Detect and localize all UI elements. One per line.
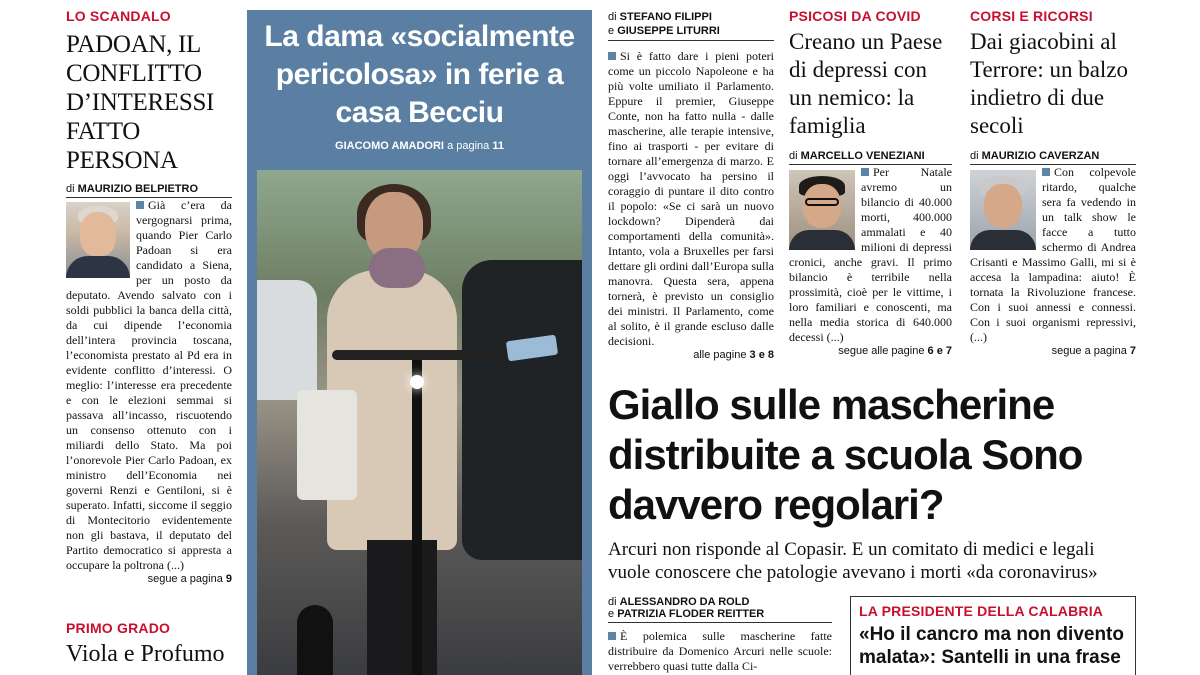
paragraph-marker-icon: [136, 201, 144, 209]
byline-prefix: e: [608, 608, 615, 620]
article-title[interactable]: Viola e Profumo: [66, 641, 225, 667]
main-story: [608, 380, 1138, 584]
article-body: Per Natale avremo un bilancio di 40.000 morti, 400.000 ammalati e 40 milioni di depressi cronici, anche gravi. Il primo bilancio è terribile nella prossimità, cioè per le vittime, i loro familiari e conoscenti, ma nella media storica di 640.000 decessi (...): [789, 165, 952, 344]
continuation-page: 7: [1129, 345, 1136, 357]
continuation-page: 3 e 8: [749, 349, 774, 361]
article-title[interactable]: Creano un Paese di depressi con un nemico: la famiglia: [789, 29, 943, 138]
article-title[interactable]: «Ho il cancro ma non divento malata»: Santelli in una frase: [859, 624, 1124, 668]
article-veneziani: [789, 8, 952, 357]
author-name: GIACOMO AMADORI: [335, 140, 444, 152]
author-name: MAURIZIO BELPIETRO: [77, 183, 199, 195]
author-name: ALESSANDRO DA ROLD: [619, 596, 750, 608]
paragraph-marker-icon: [608, 52, 616, 60]
article-caverzan: [970, 8, 1136, 357]
main-headline[interactable]: Giallo sulle mascherine distribuite a scuola Sono davvero regolari?: [608, 381, 1083, 528]
byline-prefix: di: [608, 596, 617, 608]
continuation-prefix: segue a pagina: [1051, 345, 1127, 357]
page-ref-prefix: a pagina: [447, 140, 490, 152]
byline-prefix: di: [789, 150, 798, 162]
article-padoan: [66, 8, 232, 585]
feature-byline: [247, 140, 592, 152]
article-conte: [608, 10, 774, 361]
author-name: GIUSEPPE LITURRI: [617, 25, 720, 37]
byline: [970, 150, 1136, 165]
author-photo: [970, 170, 1036, 250]
byline: [608, 10, 774, 41]
paragraph-marker-icon: [861, 168, 869, 176]
article-viola-profumo: [66, 620, 232, 668]
paragraph-marker-icon: [608, 632, 616, 640]
kicker: LO SCANDALO: [66, 8, 171, 24]
boxed-story-santelli: [850, 596, 1136, 675]
page-ref: 11: [492, 140, 504, 152]
article-body-container: [789, 165, 952, 345]
continuation-page: 9: [225, 573, 232, 585]
continuation-page: 6 e 7: [927, 345, 952, 357]
article-body: Si è fatto dare i pieni poteri come un piccolo Napoleone e ha più volte umiliato il Parlamento. Eppure il premier, Giuseppe Conte, non ha fatto nulla - dalle mascherine, alle terapie intensive, fino ai trasporti - per evitare di tornare all’emergenza di marzo. E oggi l’avvocato ha persino il coraggio di puntare il dito contro il popolo: «Se ci sarà un nuovo lockdown? Dipenderà dai comportamenti della comunità». Intanto, vola a Bruxelles per farsi dettare gli ordini dall’Europa sulla manovra. Questa sera, appena tornerà, è previsto un consiglio dei ministri. Il Parlamento, come al solito, è il grande escluso dalle decisioni.: [608, 49, 774, 348]
author-photo: [789, 170, 855, 250]
kicker: CORSI E RICORSI: [970, 8, 1093, 24]
byline-prefix: di: [970, 150, 979, 162]
byline: [789, 150, 952, 165]
article-body: Con colpevole ritardo, qualche sera fa vedendo in un talk show le facce a tutto schermo di Andrea Crisanti e Massimo Galli, mi si è accesa la lampadina: aiuto! È tornata la Rivoluzione francese. Con i suoi annessi e connessi. Con i suoi organismi repressivi, (...): [970, 165, 1136, 344]
author-name: MAURIZIO CAVERZAN: [981, 150, 1100, 162]
author-name: MARCELLO VENEZIANI: [800, 150, 925, 162]
continuation-prefix: segue a pagina: [147, 573, 223, 585]
feature-photo: [257, 170, 582, 675]
continuation-note[interactable]: [970, 345, 1136, 357]
feature-title[interactable]: La dama «socialmente pericolosa» in ferie a casa Becciu: [264, 20, 575, 129]
article-mascherine: [608, 596, 832, 674]
byline-prefix: di: [608, 11, 617, 23]
byline: [66, 183, 232, 198]
byline-prefix: e: [608, 25, 615, 37]
article-body: È polemica sulle mascherine fatte distribuire da Domenico Arcuri nelle scuole: verrebbero quasi tutte dalla Ci-: [608, 629, 832, 673]
kicker: LA PRESIDENTE DELLA CALABRIA: [859, 603, 1104, 619]
author-name: PATRIZIA FLODER REITTER: [617, 608, 765, 620]
article-body-container: [608, 49, 774, 349]
continuation-note[interactable]: [66, 573, 232, 585]
author-name: STEFANO FILIPPI: [619, 11, 712, 23]
continuation-prefix: alle pagine: [693, 349, 747, 361]
kicker: PRIMO GRADO: [66, 620, 171, 636]
feature-becciu: [247, 10, 592, 675]
paragraph-marker-icon: [1042, 168, 1050, 176]
main-deck: Arcuri non risponde al Copasir. E un comitato di medici e legali vuole conoscere che patologie avevano i morti «da coronavirus»: [608, 539, 1098, 583]
kicker: PSICOSI DA COVID: [789, 8, 921, 24]
author-photo: [66, 202, 130, 278]
byline-prefix: di: [66, 183, 75, 195]
byline: [608, 596, 832, 623]
article-title[interactable]: PADOAN, IL CONFLITTO D’INTERESSI FATTO PERSONA: [66, 31, 215, 174]
article-body-container: [66, 198, 232, 573]
article-title[interactable]: Dai giacobini al Terrore: un balzo indietro di due secoli: [970, 29, 1129, 138]
article-body-container: [608, 629, 832, 674]
continuation-prefix: segue alle pagine: [838, 345, 925, 357]
article-body-container: [970, 165, 1136, 345]
article-body: Già c’era da vergognarsi prima, quando Pier Carlo Padoan si era candidato a Siena, per un posto da deputato. Avendo salvato con i soldi pubblici la banca della città, da cui dipende l’economia dell’intera provincia toscana, l’economista prestato al Pd era in evidente conflitto d’interessi. O meglio: l’interesse era precedente e con le elezioni semmai si passava all’incasso, riscuotendo un consenso ottenuto con i miliardi dello Stato. Ma poi l’onorevole Pier Carlo Padoan, ex ministro dell’Economia nei governi Renzi e Gentiloni, si è superato. Infatti, siccome il seggio di Montecitorio evidentemente non gli bastava, il deputato del Partito democratico si appresta a occupare la poltrona (...): [66, 198, 232, 572]
continuation-note[interactable]: [789, 345, 952, 357]
continuation-note[interactable]: [608, 349, 774, 361]
